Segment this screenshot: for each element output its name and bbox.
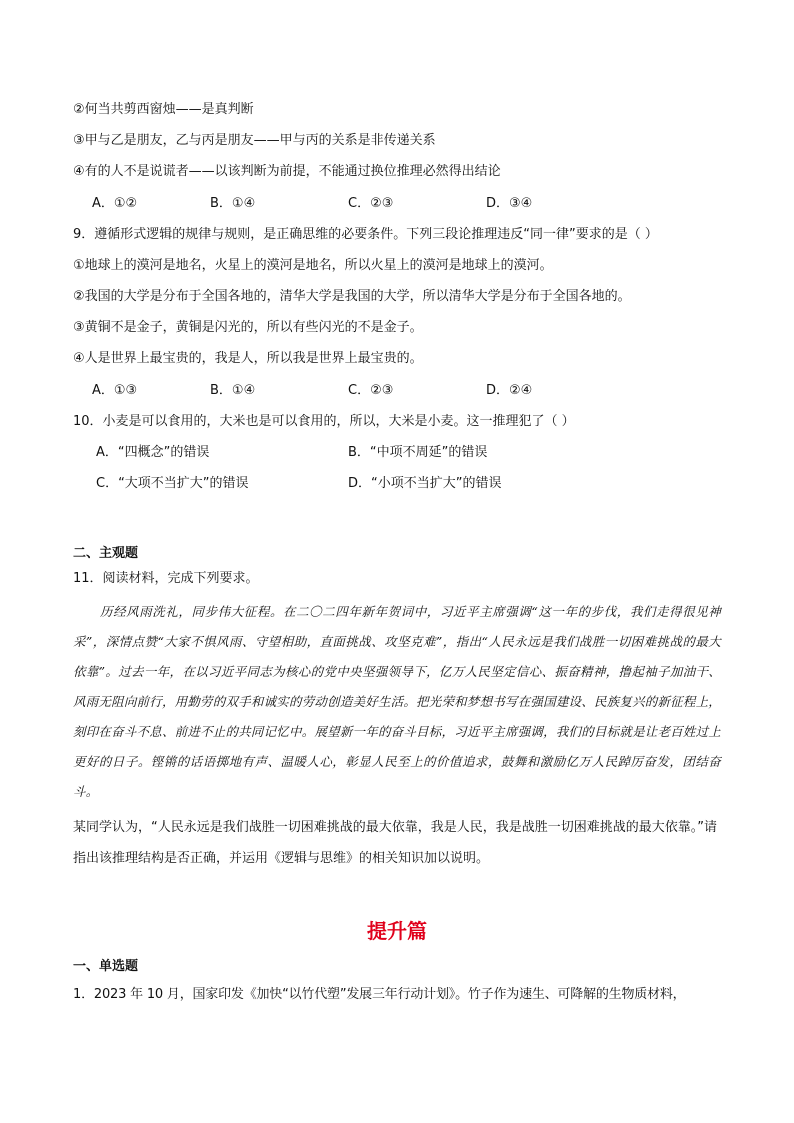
q9-option-b: B．①④ xyxy=(210,383,256,398)
q9-item-4: ④人是世界上最宝贵的，我是人，所以我是世界上最宝贵的。 xyxy=(73,351,423,366)
q10-option-d: D．“小项不当扩大”的错误 xyxy=(348,476,502,491)
q11-material: 历经风雨洗礼，同步伟大征程。在二〇二四年新年贺词中，习近平主席强调“这一年的步伐，我们走得很见神采”，深情点赞“大家不惧风雨、守望相助，直面挑战、攻坚克难”，指出“人民永远是我们战胜一切困难挑战的最大依靠”。过去一年，在以习近平同志为核心的党中央坚强领导下，亿万人民坚定信心、振奋精神，撸起袖子加油干、风雨无阻向前行，用勤劳的双手和诚实的劳动创造美好生活。把光荣和梦想书写在强国建设、民族复兴的新征程上，刻印在奋斗不息、前进不止的共同记忆中。展望新一年的奋斗目标，习近平主席强调，我们的目标就是让老百姓过上更好的日子。铿锵的话语掷地有声、温暖人心，彰显人民至上的价值追求，鼓舞和激励亿万人民踔厉奋发，团结奋斗。 xyxy=(73,604,721,799)
q10-option-c: C．“大项不当扩大”的错误 xyxy=(96,476,249,491)
q8-item-4: ④有的人不是说谎者——以该判断为前提，不能通过换位推理必然得出结论 xyxy=(73,164,501,179)
q8-option-b: B．①④ xyxy=(210,196,256,211)
q9-item-1: ①地球上的漠河是地名，火星上的漠河是地名，所以火星上的漠河是地球上的漠河。 xyxy=(73,258,553,273)
q9-item-2: ②我国的大学是分布于全国各地的，清华大学是我国的大学，所以清华大学是分布于全国各地的。 xyxy=(73,289,631,304)
q8-option-d: D．③④ xyxy=(486,196,533,211)
q8-option-c: C．②③ xyxy=(348,196,394,211)
q9-option-a: A．①③ xyxy=(92,383,138,398)
q8-item-3: ③甲与乙是朋友，乙与丙是朋友——甲与丙的关系是非传递关系 xyxy=(73,133,436,148)
q10-stem: 10．小麦是可以食用的，大米也是可以食用的，所以，大米是小麦。这一推理犯了（ ） xyxy=(73,414,575,429)
q9-item-3: ③黄铜不是金子，黄铜是闪光的，所以有些闪光的不是金子。 xyxy=(73,320,423,335)
q8-option-a: A．①② xyxy=(92,196,138,211)
part-title-advanced: 提升篇 xyxy=(367,919,427,943)
q10-option-b: B．“中项不周延”的错误 xyxy=(348,445,488,460)
q9-option-d: D．②④ xyxy=(486,383,533,398)
q8-item-2: ②何当共剪西窗烛——是真判断 xyxy=(73,102,254,117)
q11-question: 某同学认为，“人民永远是我们战胜一切困难挑战的最大依靠，我是人民，我是战胜一切困难挑战的最大依靠。”请指出该推理结构是否正确，并运用《逻辑与思维》的相关知识加以说明。 xyxy=(73,820,717,866)
q1-stem: 1．2023 年 10 月，国家印发《加快“以竹代塑”发展三年行动计划》。竹子作为速生、可降解的生物质材料， xyxy=(73,987,686,1002)
q11-stem: 11．阅读材料，完成下列要求。 xyxy=(73,571,259,586)
q9-stem: 9．遵循形式逻辑的规律与规则，是正确思维的必要条件。下列三段论推理违反“同一律”要求的是（ ） xyxy=(73,227,658,242)
section-heading-subjective: 二、主观题 xyxy=(73,546,139,561)
q10-option-a: A．“四概念”的错误 xyxy=(96,445,210,460)
section-heading-single-choice: 一、单选题 xyxy=(73,959,139,974)
q9-option-c: C．②③ xyxy=(348,383,394,398)
